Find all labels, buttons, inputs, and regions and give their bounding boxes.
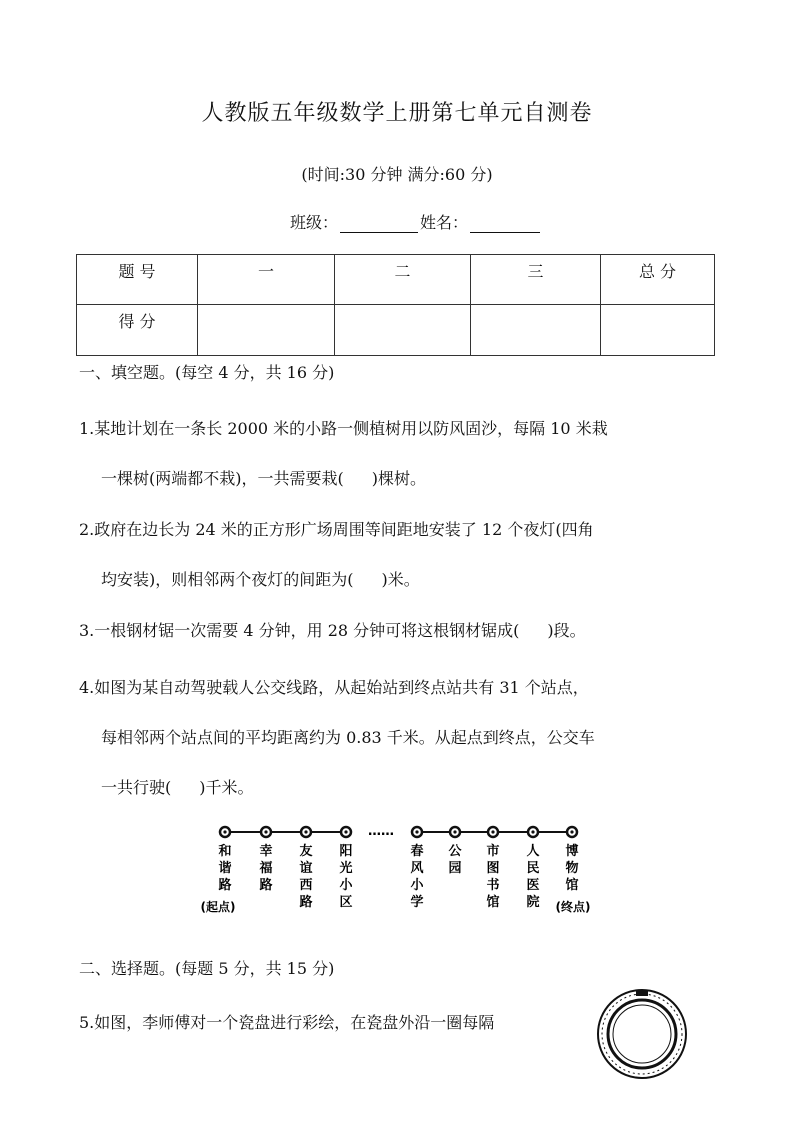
bus-route-diagram bbox=[180, 818, 620, 922]
section-heading-1: 一、填空题。(每空 4 分，共 16 分) bbox=[79, 363, 335, 382]
start-label: (起点) bbox=[200, 900, 236, 914]
plate-outer-rim bbox=[598, 990, 686, 1078]
score-table-header-row bbox=[77, 255, 715, 305]
route-stop-label: 人民医院 bbox=[526, 844, 540, 910]
student-info-line bbox=[290, 210, 542, 233]
row-label: 得 分 bbox=[77, 305, 198, 356]
header-cell: 题 号 bbox=[77, 255, 198, 305]
question-text-part: )千米。 bbox=[199, 778, 254, 797]
question-text bbox=[79, 763, 719, 813]
end-label: (终点) bbox=[555, 900, 591, 914]
header-cell: 三 bbox=[471, 255, 601, 305]
score-table-score-row bbox=[77, 305, 715, 356]
page-title: 人教版五年级数学上册第七单元自测卷 bbox=[201, 101, 593, 126]
question-text-part: 3.一根钢材锯一次需要 4 分钟，用 28 分钟可将这根钢材锯成( bbox=[79, 621, 520, 640]
plate-center bbox=[613, 1005, 671, 1063]
question-text-part: 一共行驶( bbox=[101, 778, 172, 797]
route-stop-dot bbox=[344, 830, 347, 833]
route-stop-label: 阳光小区 bbox=[339, 844, 353, 910]
question-text-part: )段。 bbox=[547, 621, 586, 640]
exam-info: (时间:30 分钟 满分:60 分) bbox=[301, 165, 493, 184]
plate-marker bbox=[636, 991, 648, 996]
question-text: 5.如图，李师傅对一个瓷盘进行彩绘，在瓷盘外沿一圈每隔 bbox=[79, 1013, 495, 1032]
route-stop-dot bbox=[453, 830, 456, 833]
score-cell[interactable] bbox=[198, 305, 335, 356]
route-stop-label: 和谐路 bbox=[218, 844, 232, 893]
question-text-part: )棵树。 bbox=[371, 469, 426, 488]
header-cell: 总 分 bbox=[601, 255, 715, 305]
route-stop-dot bbox=[531, 830, 534, 833]
route-stop-dot bbox=[223, 830, 226, 833]
question-text: 4.如图为某自动驾驶载人公交线路，从起始站到终点站共有 31 个站点， bbox=[79, 678, 589, 697]
question-text bbox=[79, 454, 719, 504]
name-label: 姓名： bbox=[420, 213, 469, 232]
class-label: 班级： bbox=[290, 213, 339, 232]
question-text: 1.某地计划在一条长 2000 米的小路一侧植树用以防风固沙，每隔 10 米栽 bbox=[79, 419, 608, 438]
question-text bbox=[79, 555, 719, 605]
route-stop-label: 公园 bbox=[448, 844, 462, 876]
score-cell[interactable] bbox=[335, 305, 471, 356]
route-stop-dot bbox=[415, 830, 418, 833]
route-stop-label: 春风小学 bbox=[410, 844, 424, 910]
route-stops bbox=[218, 827, 578, 910]
route-stop-dot bbox=[570, 830, 573, 833]
question-text bbox=[79, 606, 719, 656]
question-text-part: 一棵树(两端都不栽)，一共需要栽( bbox=[101, 469, 344, 488]
question-text: 2.政府在边长为 24 米的正方形广场周围等间距地安装了 12 个夜灯(四角 bbox=[79, 520, 594, 539]
class-blank[interactable] bbox=[340, 214, 418, 233]
score-table bbox=[76, 254, 715, 356]
question-1 bbox=[79, 404, 719, 504]
plate-decoration-ring bbox=[602, 994, 682, 1074]
name-blank[interactable] bbox=[470, 214, 540, 233]
plate-inner-ring bbox=[608, 1000, 676, 1068]
porcelain-plate-figure bbox=[596, 988, 688, 1080]
header-cell: 一 bbox=[198, 255, 335, 305]
route-ellipsis: …… bbox=[368, 824, 394, 839]
question-4 bbox=[79, 663, 719, 813]
question-text-part: 均安装)，则相邻两个夜灯的间距为( bbox=[101, 570, 354, 589]
route-stop-label: 友谊西路 bbox=[299, 844, 313, 910]
route-stop-dot bbox=[264, 830, 267, 833]
route-stop-label: 博物馆 bbox=[565, 844, 579, 893]
question-2 bbox=[79, 505, 719, 605]
question-3 bbox=[79, 606, 719, 656]
route-stop-label: 幸福路 bbox=[259, 844, 273, 893]
score-cell[interactable] bbox=[471, 305, 601, 356]
score-cell[interactable] bbox=[601, 305, 715, 356]
route-stop-dot bbox=[491, 830, 494, 833]
route-stop-dot bbox=[304, 830, 307, 833]
question-text-part: )米。 bbox=[381, 570, 420, 589]
question-text: 每相邻两个站点间的平均距离约为 0.83 千米。从起点到终点，公交车 bbox=[101, 728, 595, 747]
route-stop-label: 市图书馆 bbox=[486, 844, 500, 910]
header-cell: 二 bbox=[335, 255, 471, 305]
section-heading-2: 二、选择题。(每题 5 分，共 15 分) bbox=[79, 959, 335, 978]
